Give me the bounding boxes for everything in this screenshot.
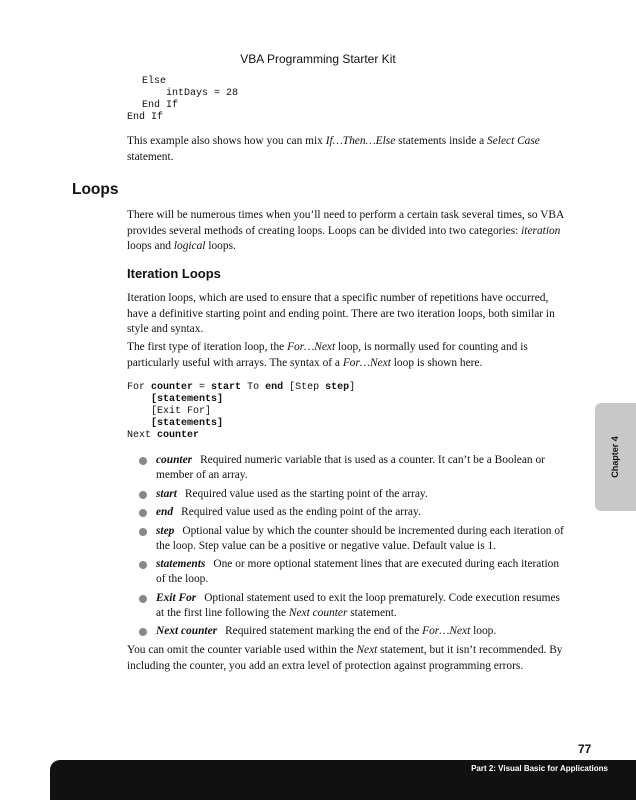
footer-bar (50, 760, 636, 800)
chapter-tab-label: Chapter 4 (610, 436, 620, 478)
code-block-top (142, 76, 238, 112)
bullet-item: end Required value used as the ending point of the array. (139, 505, 569, 520)
code-line: End If (142, 100, 179, 111)
subsection-heading-iteration-loops: Iteration Loops (127, 266, 221, 281)
bullet-dot-icon (139, 509, 147, 517)
bullet-dot-icon (139, 491, 147, 499)
code-line-end-if: End If (127, 112, 164, 123)
bullet-list (139, 453, 569, 643)
code-line: Else (142, 76, 167, 87)
bullet-item: Exit For Optional statement used to exit the loop prematurely. Code execution resumes at the first line following the Next counter statement. (139, 591, 569, 621)
chapter-side-tab (595, 403, 636, 511)
paragraph-iteration-2: The first type of iteration loop, the For…Next loop, is normally used for counting and is particularly useful with arrays. The syntax of a For…Next loop is shown here. (127, 341, 528, 369)
paragraph-mix: This example also shows how you can mix If…Then…Else statements inside a Select Case statement. (127, 135, 540, 163)
bullet-item: counter Required numeric variable that is used as a counter. It can’t be a Boolean or member of an array. (139, 453, 569, 483)
bullet-item: start Required value used as the starting point of the array. (139, 487, 569, 502)
bullet-item: Next counter Required statement marking the end of the For…Next loop. (139, 624, 569, 639)
bullet-dot-icon (139, 457, 147, 465)
page-number: 77 (578, 742, 592, 756)
footer-part-title: Part 2: Visual Basic for Applications (471, 764, 608, 773)
bullet-item: step Optional value by which the counter should be incremented during each iteration of the loop. Step value can be a positive or negative value. Default value is 1. (139, 524, 569, 554)
bullet-dot-icon (139, 528, 147, 536)
running-header: VBA Programming Starter Kit (240, 52, 396, 66)
bullet-dot-icon (139, 561, 147, 569)
paragraph-loops-intro: There will be numerous times when you’ll need to perform a certain task several times, so VBA provides several methods of creating loops. Loops can be divided into two categories: iteration loops and logical loops. (127, 209, 564, 252)
bullet-item: statements One or more optional statement lines that are executed during each iteration of the loop. (139, 557, 569, 587)
paragraph-iteration-1: Iteration loops, which are used to ensure that a specific number of repetitions have occurred, have a definitive starting point and ending point. There are two iteration loops, both similar in style and syntax. (127, 292, 555, 335)
code-block-syntax: For counter = start To end [Step step] [statements] [Exit For] [statements] Next counter (127, 382, 356, 441)
code-line: intDays = 28 (142, 88, 239, 99)
bullet-dot-icon (139, 628, 147, 636)
paragraph-closing: You can omit the counter variable used within the Next statement, but it isn’t recommended. By including the counter, you add an extra level of protection against programming errors. (127, 644, 563, 672)
section-heading-loops: Loops (72, 181, 119, 198)
bullet-dot-icon (139, 595, 147, 603)
